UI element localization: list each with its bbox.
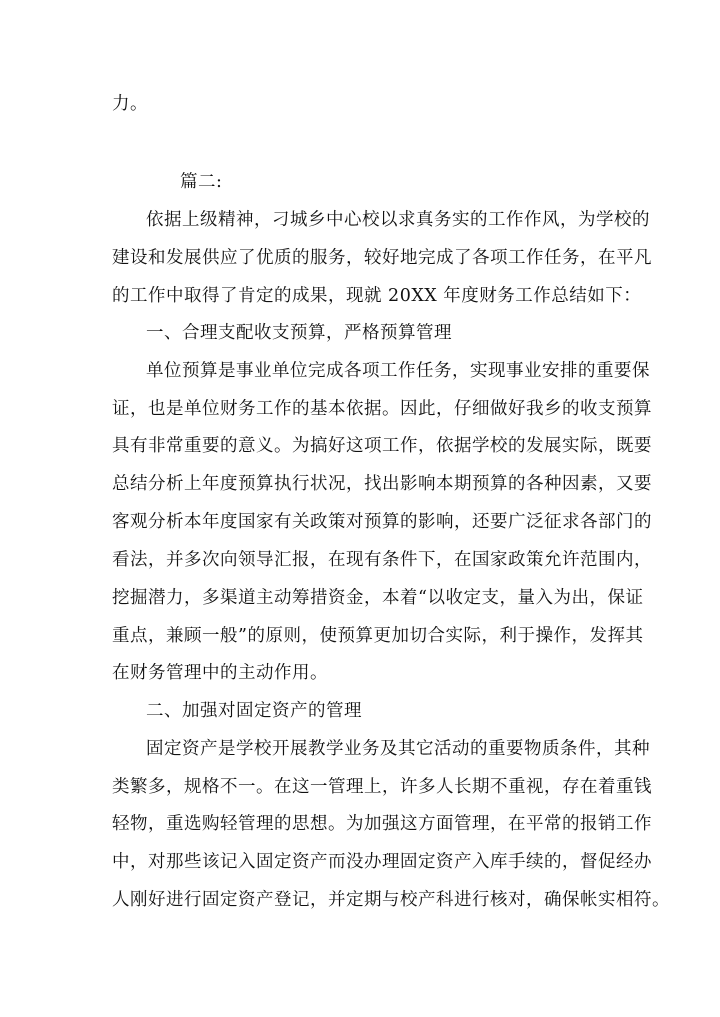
paragraph-line: 依据上级精神，刁城乡中心校以求真务实的工作作风，为学校的 (146, 210, 650, 230)
paragraph-line: 人刚好进行固定资产登记，并定期与校产科进行核对，确保帐实相符。 (112, 890, 670, 910)
paragraph-line: 轻物，重选购轻管理的思想。为加强这方面管理，在平常的报销工作 (112, 814, 652, 834)
paragraph-line: 看法，并多次向领导汇报，在现有条件下，在国家政策允许范围内， (112, 550, 652, 570)
paragraph-line: 中，对那些该记入固定资产而没办理固定资产入库手续的，督促经办 (112, 852, 652, 872)
paragraph-line: 总结分析上年度预算执行状况，找出影响本期预算的各种因素，又要 (112, 474, 652, 494)
paragraph-line: 客观分析本年度国家有关政策对预算的影响，还要广泛征求各部门的 (112, 512, 652, 532)
subsection-heading: 二、加强对固定资产的管理 (146, 701, 362, 721)
paragraph-line: 重点，兼顾一般”的原则，使预算更加切合实际，利于操作，发挥其 (112, 626, 644, 646)
paragraph-line: 证，也是单位财务工作的基本依据。因此，仔细做好我乡的收支预算 (112, 399, 652, 419)
paragraph-line: 固定资产是学校开展教学业务及其它活动的重要物质条件，其种 (146, 739, 650, 759)
paragraph-line: 的工作中取得了肯定的成果，现就 20XX 年度财务工作总结如下： (112, 286, 642, 306)
paragraph-line: 具有非常重要的意义。为搞好这项工作，依据学校的发展实际，既要 (112, 436, 652, 456)
paragraph-line: 挖掘潜力，多渠道主动筹措资金，本着“以收定支，量入为出，保证 (112, 588, 644, 608)
paragraph-line: 类繁多，规格不一。在这一管理上，许多人长期不重视，存在着重钱 (112, 777, 652, 797)
paragraph-line: 建设和发展供应了优质的服务，较好地完成了各项工作任务，在平凡 (112, 248, 652, 268)
paragraph-line: 单位预算是事业单位完成各项工作任务，实现事业安排的重要保 (146, 361, 650, 381)
subsection-heading: 一、合理支配收支预算，严格预算管理 (146, 323, 452, 343)
paragraph-line: 力。 (112, 94, 148, 114)
section-heading: 篇二: (180, 172, 223, 192)
paragraph-line: 在财务管理中的主动作用。 (112, 663, 328, 683)
